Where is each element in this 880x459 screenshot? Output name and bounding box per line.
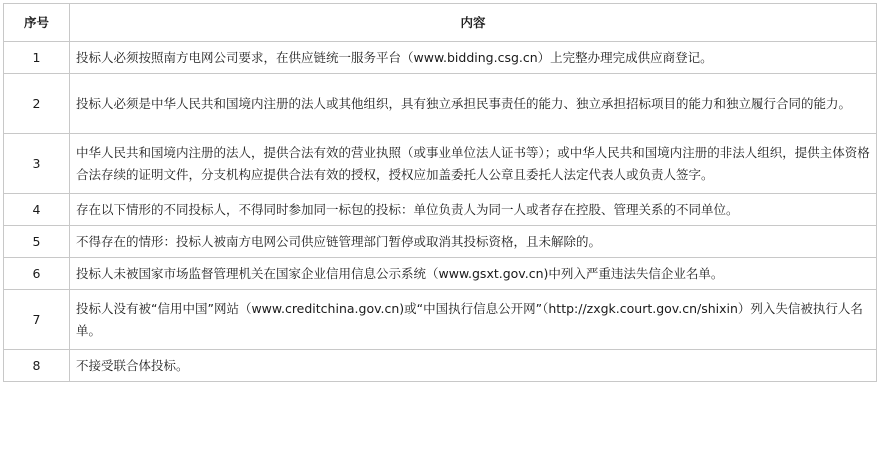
row-number: 3 (4, 134, 70, 194)
table-header-row (4, 4, 877, 42)
row-number: 6 (4, 258, 70, 290)
row-number: 8 (4, 350, 70, 382)
row-content: 投标人必须是中华人民共和国境内注册的法人或其他组织，具有独立承担民事责任的能力、独立承担招标项目的能力和独立履行合同的能力。 (70, 74, 877, 134)
table-row (4, 258, 877, 290)
table-row (4, 350, 877, 382)
row-number: 4 (4, 194, 70, 226)
row-content: 投标人未被国家市场监督管理机关在国家企业信用信息公示系统（www.gsxt.gov.cn)中列入严重违法失信企业名单。 (70, 258, 877, 290)
requirements-table (3, 3, 877, 382)
row-content: 不接受联合体投标。 (70, 350, 877, 382)
table-row (4, 290, 877, 350)
table-row (4, 134, 877, 194)
header-content: 内容 (70, 4, 877, 42)
table-row (4, 74, 877, 134)
table-row (4, 194, 877, 226)
row-number: 1 (4, 42, 70, 74)
row-number: 7 (4, 290, 70, 350)
row-content: 投标人没有被“信用中国”网站（www.creditchina.gov.cn)或“中国执行信息公开网”（http://zxgk.court.gov.cn/shixin）列入失信被执行人名单。 (70, 290, 877, 350)
row-number: 5 (4, 226, 70, 258)
table-row (4, 226, 877, 258)
row-content: 不得存在的情形：投标人被南方电网公司供应链管理部门暂停或取消其投标资格，且未解除的。 (70, 226, 877, 258)
table-row (4, 42, 877, 74)
row-content: 中华人民共和国境内注册的法人，提供合法有效的营业执照（或事业单位法人证书等）；或中华人民共和国境内注册的非法人组织，提供主体资格合法存续的证明文件，分支机构应提供合法有效的授权，授权应加盖委托人公章且委托人法定代表人或负责人签字。 (70, 134, 877, 194)
header-number: 序号 (4, 4, 70, 42)
row-number: 2 (4, 74, 70, 134)
row-content: 投标人必须按照南方电网公司要求，在供应链统一服务平台（www.bidding.csg.cn）上完整办理完成供应商登记。 (70, 42, 877, 74)
row-content: 存在以下情形的不同投标人，不得同时参加同一标包的投标：单位负责人为同一人或者存在控股、管理关系的不同单位。 (70, 194, 877, 226)
